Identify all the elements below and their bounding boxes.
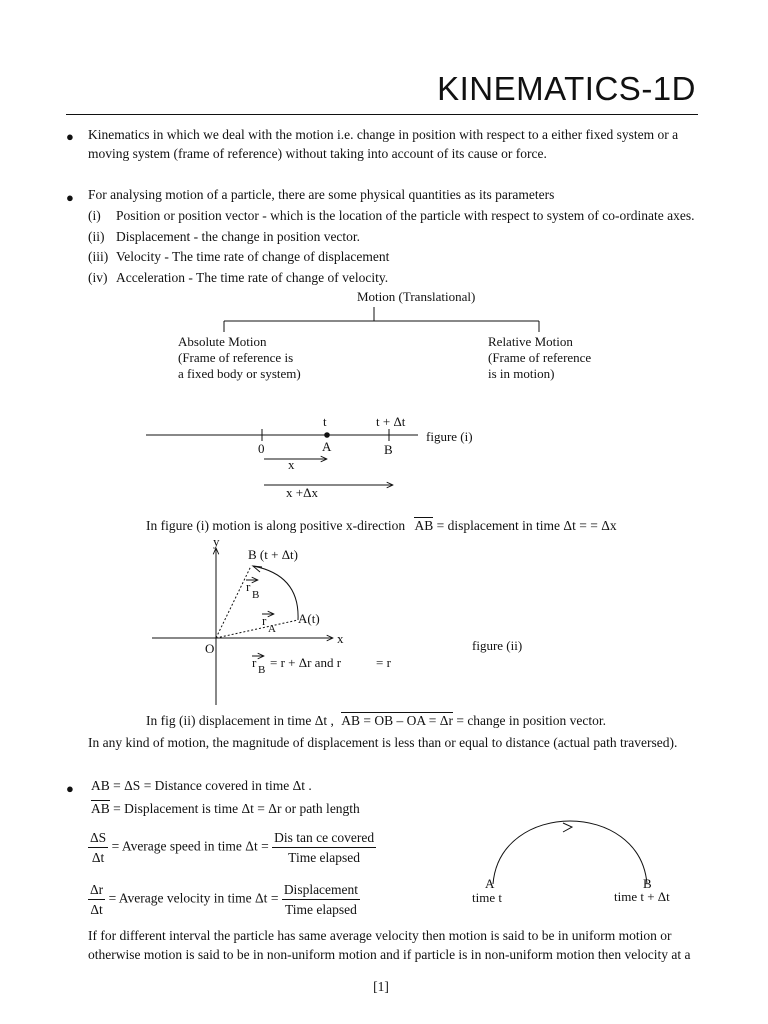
fig3-label-ta: time t: [472, 890, 502, 905]
list-item-text: Velocity - The time rate of change of displacement: [116, 249, 390, 265]
para2-intro: For analysing motion of a particle, there are some physical quantities as its parameters: [88, 187, 555, 202]
fig1-caption: [146, 516, 617, 535]
list-item-text: Acceleration - The time rate of change of velocity.: [116, 270, 389, 286]
speed-den: Δt: [91, 850, 105, 865]
fig1-label-a: A: [322, 439, 332, 454]
fig2-caption-a: In fig (ii) displacement in time: [146, 713, 312, 728]
average-speed-formula: [88, 828, 376, 867]
fig2-caption-eq: AB = OB – OA = Δr: [341, 713, 453, 728]
def-distance-a: AB = ΔS: [91, 778, 141, 793]
fig2-path-arc: [253, 566, 298, 620]
list-item-text: Position or position vector - which is the location of the particle with respect to system of co-ordinate axes.: [116, 208, 695, 223]
speed-ratio: [272, 828, 376, 867]
tree-right-line1: Relative Motion: [488, 334, 573, 349]
fig1-caption-label: figure (i): [426, 429, 473, 444]
para1-line2: moving system (frame of reference) without taking into account of its cause or force.: [88, 146, 547, 161]
speed-fraction: [88, 828, 108, 867]
def-displacement: [91, 799, 360, 818]
page-number: [1]: [373, 979, 389, 994]
fig1-label-o: 0: [258, 441, 265, 456]
fig2-label-o: O: [205, 641, 215, 656]
para4-line1: If for different interval the particle has same average velocity then motion is said to be in uniform motion or: [88, 928, 672, 943]
tree-left-line2: (Frame of reference is: [178, 350, 294, 365]
fig3-label-tb: time t + Δt: [614, 889, 670, 904]
list-item-num: (iv): [88, 270, 108, 286]
tree-right-line2: (Frame of reference: [488, 350, 592, 365]
fig1-caption-ab: AB: [414, 518, 434, 533]
fig2-caption: [146, 711, 606, 730]
fig2-ra-line: [216, 620, 298, 638]
tree-left-line3: a fixed body or system): [178, 366, 301, 381]
def-distance-b: = Distance covered in time: [140, 778, 293, 793]
list-item-num: (iii): [88, 249, 109, 265]
tree-right-line3: is in motion): [488, 366, 555, 381]
fig2-caption-dt: Δt ,: [314, 713, 334, 728]
fig1-label-b: B: [384, 442, 393, 457]
para4-line2: otherwise motion is said to be in non-uniform motion and if particle is in non-uniform motion then velocity at a: [88, 947, 691, 962]
paragraph-uniform-motion: [88, 926, 708, 964]
fig2-label-a: A(t): [298, 611, 320, 626]
fig1-point-a: [324, 432, 330, 438]
fig2-caption-b: = change in position vector.: [456, 713, 607, 728]
def-distance: [91, 776, 312, 795]
fig2-eq-end: = r: [376, 655, 391, 670]
bullet-icon: ●: [66, 190, 74, 205]
velocity-fraction: [88, 880, 105, 919]
fig2-label-b: B (t + Δt): [248, 547, 298, 562]
velocity-ratio: [282, 880, 360, 919]
paragraph-displacement: In any kind of motion, the magnitude of displacement is less than or equal to distance (actual path traversed).: [88, 735, 678, 750]
velocity-num: Δr: [88, 880, 105, 900]
speed-ratio-num: Dis tan ce covered: [272, 828, 376, 848]
fig3-label-a: A: [485, 876, 495, 891]
fig3-label-b: B: [643, 876, 652, 891]
velocity-text: = Average velocity in time Δt =: [108, 890, 279, 906]
fig3-arrowhead: [563, 823, 572, 832]
fig2-eq: r: [252, 655, 257, 670]
velocity-den: Δt: [90, 902, 103, 917]
def-displacement-b: = Displacement is time Δt = Δr or path length: [109, 801, 360, 816]
page-title: KINEMATICS-1D: [437, 70, 696, 107]
fig2-eq-rest: = r + Δr and r: [270, 655, 342, 670]
def-distance-c: Δt .: [292, 778, 312, 793]
fig2-label-y: y: [213, 534, 220, 549]
fig2-eq-sub: B: [258, 664, 266, 676]
fig2-caption-label: figure (ii): [472, 638, 523, 653]
def-displacement-a: AB: [91, 801, 110, 816]
fig2-label-ra-sub: A: [268, 623, 276, 635]
fig1-label-t2: t + Δt: [376, 414, 406, 429]
bullet-icon: ●: [66, 781, 74, 796]
fig1-label-x2: x +Δx: [286, 485, 318, 500]
fig2-arc-arrowhead: [253, 566, 262, 572]
velocity-ratio-den: Time elapsed: [284, 902, 357, 917]
fig1-caption-b: = displacement in time Δt = = Δx: [436, 518, 617, 533]
velocity-ratio-num: Displacement: [282, 880, 360, 900]
fig1-label-t: t: [323, 414, 327, 429]
fig2-label-x: x: [337, 631, 344, 646]
fig2-label-ra: r: [262, 613, 267, 628]
tree-root: Motion (Translational): [357, 289, 476, 304]
fig1-caption-a: In figure (i) motion is along positive x-direction: [146, 518, 406, 533]
list-item-text: Displacement - the change in position vector.: [116, 228, 361, 244]
speed-text: = Average speed in time Δt =: [111, 838, 269, 854]
fig2-rb-line: [216, 566, 251, 638]
average-velocity-formula: [88, 880, 360, 919]
list-item-num: (ii): [88, 228, 105, 244]
fig3-arc: [493, 821, 647, 884]
bullet-icon: ●: [66, 129, 74, 144]
fig2-label-rb: r: [246, 579, 251, 594]
tree-left-line1: Absolute Motion: [178, 334, 267, 349]
fig1-label-x: x: [288, 457, 295, 472]
para1-line1: Kinematics in which we deal with the motion i.e. change in position with respect to a either fixed system or a: [88, 127, 679, 142]
speed-ratio-den: Time elapsed: [288, 850, 361, 865]
fig2-label-rb-sub: B: [252, 589, 260, 601]
list-item-num: (i): [88, 208, 101, 223]
speed-num: ΔS: [88, 828, 108, 848]
